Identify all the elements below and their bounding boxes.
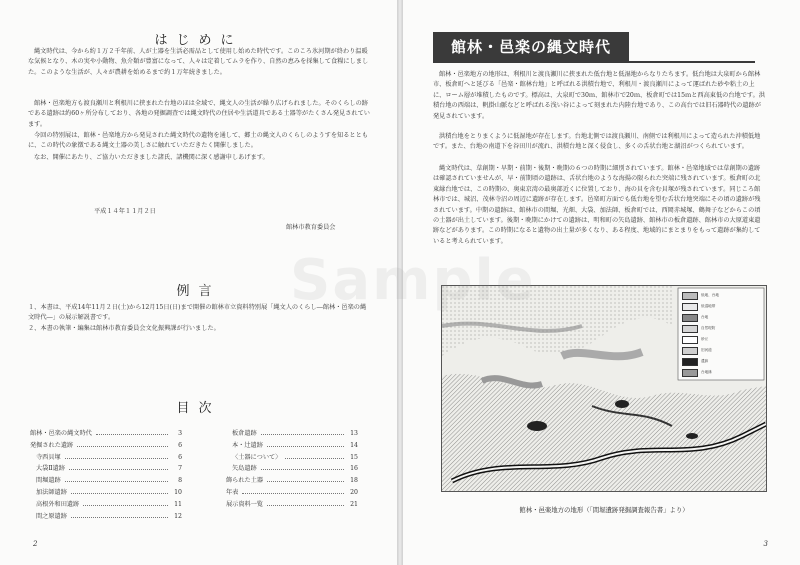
toc-entry-title: 高根外和田遺跡 [36,500,80,508]
toc-entry-page: 21 [350,500,358,508]
toc-entry [30,463,182,475]
toc-entry-title: 間之原遺跡 [36,512,67,520]
title-rule [433,61,755,63]
toc-leader-dots [77,446,168,447]
toc-entry-page: 15 [350,453,358,461]
legend-entry [682,301,762,312]
legend-entry [682,345,762,356]
toc-entry-page: 8 [178,477,182,485]
right-page [403,0,800,565]
legend-swatch [682,358,698,366]
toc-entry [30,440,182,452]
intro-paragraph-4: なお、開催にあたり、ご協力いただきました諸氏、諸機関に深く感謝申しあげます。 [34,154,269,161]
legend-label: 自然堤防 [701,326,716,330]
toc-entry-title: 年表 [226,488,239,496]
page-number-right: 3 [763,540,768,548]
map-marsh-3 [686,433,698,439]
toc-entry-page: 6 [178,441,182,449]
page-number-left: 2 [33,540,38,548]
toc-entry-title: 加法師遺跡 [36,488,67,496]
toc-entry [30,428,182,440]
toc-leader-dots [261,469,344,470]
notes-item-2: ２、本書の執筆・編集は館林市教育委員会文化振興課が行いました。 [28,325,220,332]
toc-leader-dots [83,505,168,506]
toc-leader-dots [261,434,344,435]
legend-label: 台地縁 [701,370,712,374]
toc-entry [30,475,182,487]
left-page [0,0,397,565]
terrain-map [441,285,767,492]
toc-entry-title: 寺西貝塚 [36,453,61,461]
intro-paragraph-1: 縄文時代は、今から約１万２千年前、人が土器を生活必需品として使用し始めた時代です。このころ氷河期が終わり温暖な気候となり、木の実や小動物、魚介類が豊富になって、人々は定着してムラを作り、自然の恵みを採集して食糧にしました。このような生活が、人々が農耕を始めるまで約１万年続きました。 [28,48,369,76]
intro-paragraph-3: 今回の特別展は、館林・邑楽地方から発見された縄文時代の遺物を通して、郷土の縄文人のくらしのようすを知るとともに、この時代の象徴である縄文土器の美しさに触れていただきたく開催しました。 [28,132,368,150]
intro-heading: はじめに [154,33,243,48]
toc-entry [226,452,358,464]
legend-label: 遺跡 [701,359,709,363]
toc-entry-title: 板倉遺跡 [232,430,257,437]
notes-heading: 例言 [176,284,221,299]
legend-label: 低湿地帯 [701,304,716,308]
map-legend [682,290,762,378]
intro-paragraph-2: 館林・邑楽地方も渡良瀬川と利根川に挟まれた台地のほは全域で、縄文人の生活が繰り広げられました。そのくらしの跡である遺跡は約60ヶ所分布しており、各地の発掘調査では縄文時代の住居や生活道具である土器等がたくさん発見されています。 [28,100,370,128]
notes-item-1: １、本書は、平成14年11月２日(土)から12月15日(日)まで開催の館林市立資料特別展「縄文人のくらし―館林・邑楽の縄文時代―」の展示解説書です。 [28,304,367,322]
toc-leader-dots [96,434,168,435]
legend-label: 砂丘 [701,337,709,341]
toc-leader-dots [71,517,168,518]
toc-entry-page: 16 [350,465,358,473]
legend-label: 旧河道 [701,348,712,352]
toc-leader-dots [267,446,344,447]
toc-entry-page: 6 [178,453,182,461]
intro-date: 平成１４年１１月２日 [94,208,156,215]
toc-entry [226,475,358,487]
toc-entry-title: 大袋Ⅱ遺跡 [36,465,65,473]
toc-entry [226,463,358,475]
map-marsh-1 [527,421,547,431]
toc-entry-page: 14 [350,441,358,449]
toc-left-column [30,428,182,522]
body-paragraph-3: 縄文時代は、草創期・早期・前期・後期・晩期の６つの時期に細別されています。館林・邑楽地域では草創期の遺跡は確認されていませんが、早・前期頃の遺跡は、舌状台地のような海揚の限られた突端に残されています。板倉町の北東縁台地では、この時期の、奥東京湾の最奥部近くに位置しており、海の貝を含む貝塚が残されています。同じころ館林市では、城沼、茂林寺沼の周辺に遺跡が存在します。邑楽町方面でも低台地を望む舌状台地突端にその頃の遺跡が残されています。中期の遺跡は、館林市の間堀、光畑、大袋、加法師、板倉町では、西岡赤城塚、鶴舞子などからこの頃の土器が出土しています。後期・晩期にかけての遺跡は、明和町の矢島遺跡、館林市の板倉遺跡、館林市の大原道東遺跡などがあります。この時期になると遺物の出土量が多くなり、ある程度、地域的にまとまりをもって遺跡が集約していると考えられています。 [433,165,761,245]
toc-leader-dots [65,481,168,482]
toc-entry [226,440,358,452]
toc-leader-dots [65,458,168,459]
toc-entry-page: 12 [174,512,182,520]
toc-entry [30,452,182,464]
toc-entry-title: 飾られた土器 [226,477,264,485]
legend-swatch [682,369,698,377]
toc-entry-page: 7 [178,465,182,473]
toc-entry-page: 3 [178,430,182,437]
toc-entry-title: 展示資料一覧 [226,500,264,508]
toc-entry [30,511,182,523]
toc-leader-dots [69,469,168,470]
legend-swatch [682,336,698,344]
toc-leader-dots [71,493,168,494]
legend-label: 台地 [701,315,709,319]
legend-entry [682,367,762,378]
toc-entry-page: 10 [174,488,182,496]
toc-entry [226,428,358,440]
toc-entry-page: 18 [350,477,358,485]
toc-entry-title: 〈土器について〉 [232,453,282,461]
legend-swatch [682,347,698,355]
toc-right-column [226,428,358,511]
legend-label: 低地、台地 [701,293,719,297]
legend-entry [682,290,762,301]
toc-entry-title: 発掘された遺跡 [30,441,74,449]
toc-entry-page: 20 [350,488,358,496]
toc-entry-page: 13 [350,430,358,437]
legend-swatch [682,303,698,311]
legend-entry [682,356,762,367]
body-paragraph-2: 洪積台地をとりまくように低湿地が存在します。台地北側では渡良瀬川、南側では利根川によって造られた沖積低地です。また、台地の南道下を谷田川が流れ、洪積台地と深く侵食し、多くの舌状台地と湖沼がつくられています。 [433,133,761,151]
toc-leader-dots [267,481,344,482]
toc-entry-title: 間堀遺跡 [36,477,61,485]
legend-entry [682,312,762,323]
toc-leader-dots [267,505,344,506]
map-caption: 館林・邑楽地方の地形（「間堀遺跡発掘調査報告書」より） [519,506,689,514]
map-lowland-strip-2 [562,352,642,356]
chapter-title: 館林・邑楽の縄文時代 [433,32,629,62]
toc-entry [30,499,182,511]
toc-heading: 目次 [176,401,221,416]
toc-entry [226,499,358,511]
toc-leader-dots [242,493,344,494]
legend-swatch [682,292,698,300]
legend-swatch [682,314,698,322]
toc-leader-dots [285,458,344,459]
toc-entry-title: 矢島遺跡 [232,465,257,473]
body-paragraph-1: 館林・邑楽地方の地形は、利根川と渡良瀬川に挟まれた低台地と低湿地からなりたちます。低台地は大泉町から館林市、板倉町へと延びる「邑楽・館林台地」と呼ばれる洪積台地で、利根川・渡良瀬川によって運ばれた砂や粘土の上に、ローム層が堆積したものです。標高は、大泉町で30ｍ、館林市で20ｍ、板倉町では15ｍと西高東低の台地です。洪積台地の西端は、帆掛山脈などと呼ばれる浅い谷によって刻まれた内陸台地であり、この高台では旧石器時代の遺跡が発見されています。 [433,71,765,120]
toc-entry-page: 11 [174,500,182,508]
map-marsh-2 [615,400,629,408]
legend-entry [682,323,762,334]
intro-signature: 館林市教育委員会 [286,224,336,231]
toc-entry [226,487,358,499]
legend-entry [682,334,762,345]
toc-entry-title: 本・辻遺跡 [232,441,263,449]
toc-entry-title: 館林・邑楽の縄文時代 [30,430,92,437]
legend-swatch [682,325,698,333]
toc-entry [30,487,182,499]
